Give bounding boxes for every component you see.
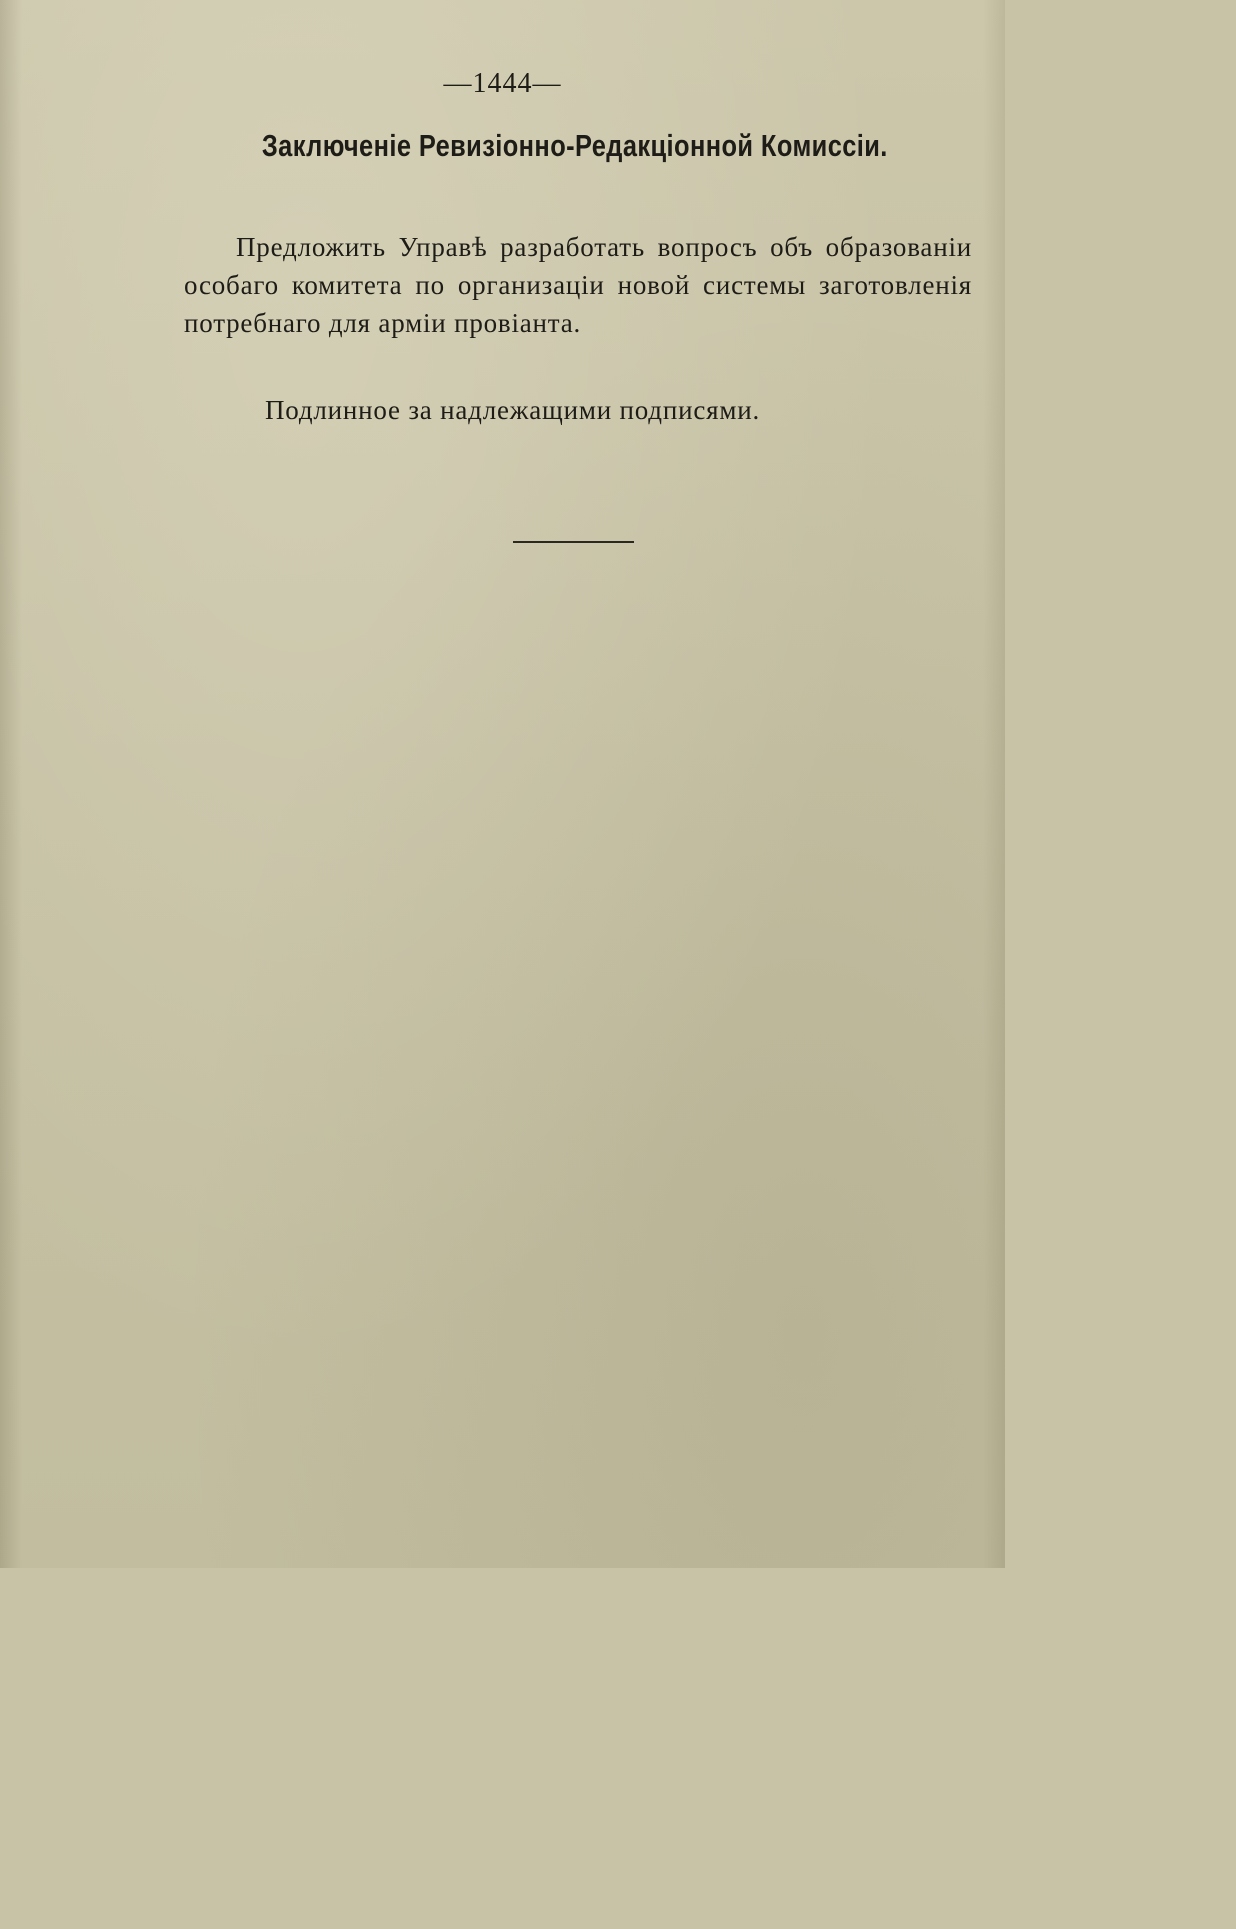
section-heading: Заключеніе Ревизіонно-Редакціонной Комиссіи.: [261, 128, 888, 163]
left-page-edge-shadow: [0, 0, 22, 1568]
page-number: —1444—: [443, 68, 562, 99]
resolution-paragraph: Предложить Управѣ разработать вопросъ объ образованіи особаго комитета по организаціи новой системы заготовленія потребнаго для арміи провіанта.: [184, 232, 972, 338]
signature-note: Подлинное за надлежащими подписями.: [265, 395, 761, 425]
closing-rule: [513, 541, 634, 543]
right-page-edge-shadow: [983, 0, 1005, 1568]
